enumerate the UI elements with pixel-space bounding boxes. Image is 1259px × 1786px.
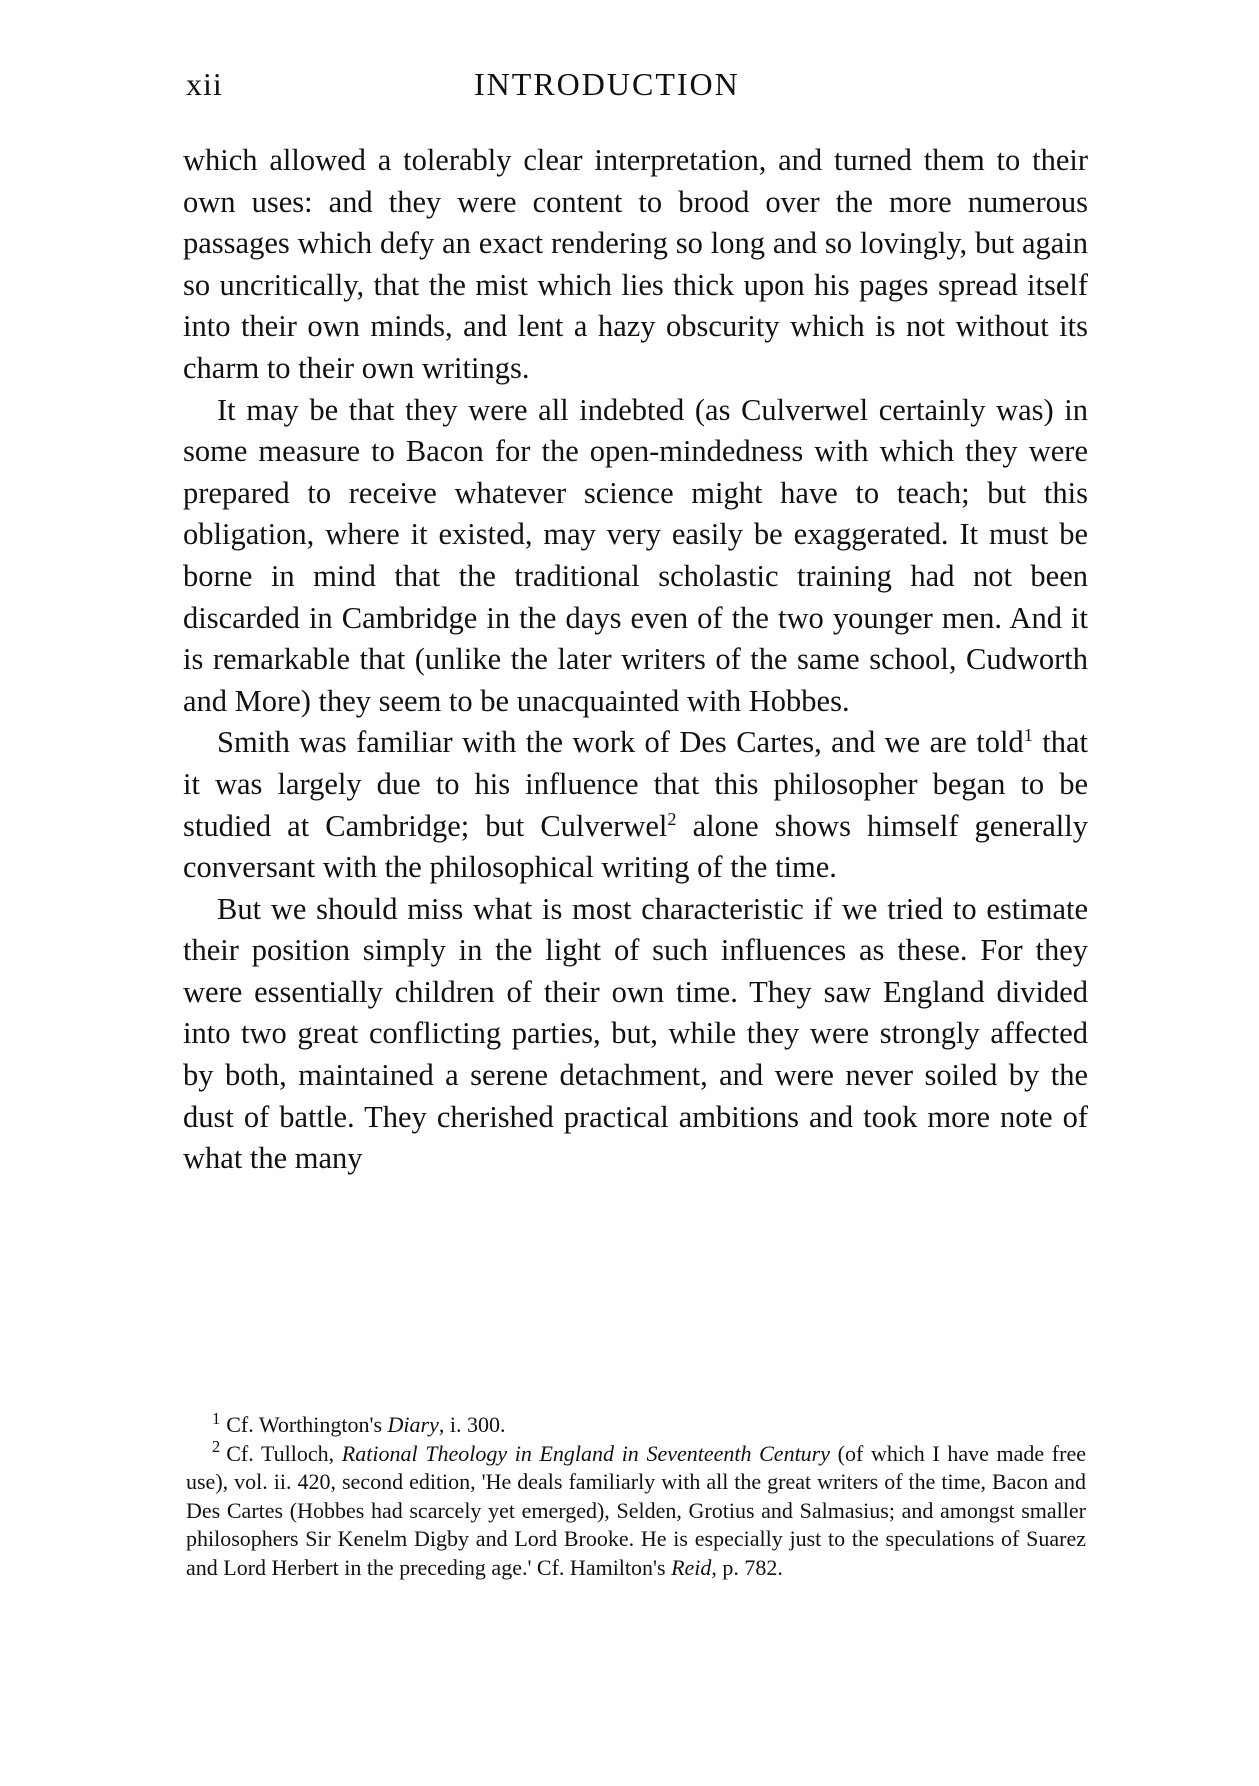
footnote-1-text-b: , i. 300. bbox=[438, 1412, 506, 1437]
paragraph-3-text-b: that it was largely due to his influence that this philosopher began to be studied at Cambridge; but Culverwel bbox=[183, 725, 1088, 843]
footnote-ref-2: 2 bbox=[667, 808, 677, 829]
footnote-1-title: Diary bbox=[387, 1412, 439, 1437]
page-number: xii bbox=[186, 66, 223, 102]
footnote-2-text-b: (of which I have made free use), vol. ii. 420, second edition, 'He deals familiarly with all the great writers of the time, Bacon and Des Cartes (Hobbes had scarcely yet emerged), Selden, Grotius and Salmasius; and amongst smaller philosophers Sir Kenelm Digby and Lord Brooke. He is especially just to the speculations of Suarez and Lord Herbert in the preceding age.' Cf. Hamilton's bbox=[186, 1440, 1086, 1580]
footnote-1-text-a: Cf. Worthington's bbox=[226, 1412, 388, 1437]
footnote-2-text-a: Cf. Tulloch, bbox=[226, 1440, 342, 1466]
paragraph-3-text-c: alone shows himself generally conversant with the philosophical writing of the time. bbox=[183, 808, 1089, 885]
footnotes bbox=[186, 1408, 1086, 1583]
footnote-2-title: Rational Theology in England in Seventeenth Century bbox=[341, 1440, 831, 1466]
paragraph-4: But we should miss what is most characteristic if we tried to estimate their position simply in the light of such influences as these. For they were essentially children of their own time. They saw England divided into two great conflicting parties, but, while they were strongly affected by both, maintained a serene detachment, and were never soiled by the dust of battle. They cherished practical ambitions and took more note of what the many bbox=[183, 891, 1088, 1176]
footnote-1 bbox=[186, 1408, 1086, 1440]
footnote-2 bbox=[186, 1437, 1086, 1583]
paragraph-3 bbox=[183, 722, 1088, 888]
footnote-2-text-c: , p. 782. bbox=[711, 1554, 783, 1580]
footnote-2-mark: 2 bbox=[212, 1437, 221, 1457]
paragraph-2: It may be that they were all indebted (as Culverwel certainly was) in some measure to Bacon for the open-mindedness with which they were prepared to receive whatever science might have to teach; but this obligation, where it existed, may very easily be exaggerated. It must be borne in mind that the traditional scholastic training had not been discarded in Cambridge in the days even of the two younger men. And it is remarkable that (unlike the later writers of the same school, Cudworth and More) they seem to be unacquainted with Hobbes. bbox=[183, 392, 1088, 718]
footnote-1-mark: 1 bbox=[212, 1408, 221, 1428]
body-text bbox=[183, 140, 1088, 1180]
footnote-ref-1: 1 bbox=[1023, 725, 1033, 746]
footnote-2-title-2: Reid bbox=[671, 1554, 712, 1580]
paragraph-1: which allowed a tolerably clear interpretation, and turned them to their own uses: and they were content to brood over the more numerous passages which defy an exact rendering so long and so lovingly, but again so uncritically, that the mist which lies thick upon his pages spread itself into their own minds, and lent a hazy obscurity which is not without its charm to their own writings. bbox=[183, 143, 1088, 385]
paragraph-3-text-a: Smith was familiar with the work of Des Cartes, and we are told bbox=[217, 725, 1024, 760]
running-title: INTRODUCTION bbox=[474, 66, 740, 102]
page-header bbox=[186, 66, 1086, 108]
